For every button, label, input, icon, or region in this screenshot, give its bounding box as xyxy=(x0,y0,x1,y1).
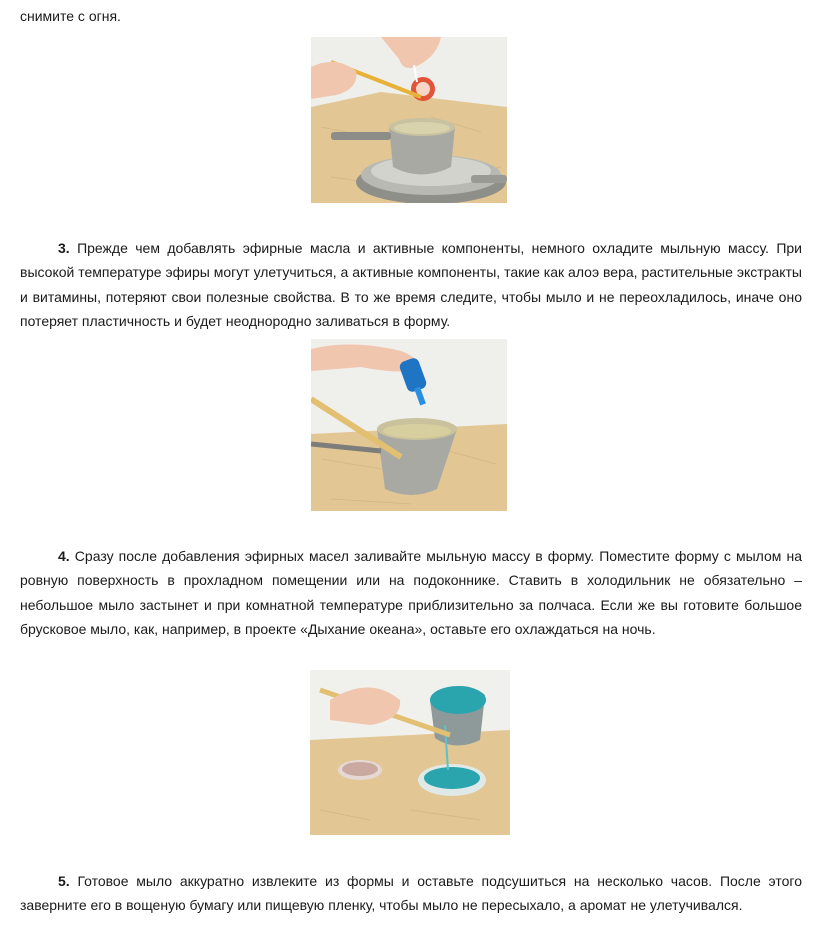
step-3-text: Прежде чем добавлять эфирные масла и активные компоненты, немного охладите мыльную массу. При высокой температуре эфиры могут улетучиться, а активные компоненты, такие как алоэ вера, растительные экстракты и витамины, потеряют свои полезные свойства. В то же время следите, чтобы мыло и не переохладилось, иначе оно потеряет пластичность и будет неоднородно заливаться в форму. xyxy=(20,240,803,329)
step-3-paragraph xyxy=(20,236,802,333)
step-4-number: 4. xyxy=(58,548,70,564)
step-4-paragraph xyxy=(20,544,802,641)
step-4-text: Сразу после добавления эфирных масел заливайте мыльную массу в форму. Поместите форму с мылом на ровную поверхность в прохладном помещении или на подоконнике. Ставить в холодильник не обязательно – небольшое мыло застынет и при комнатной температуре приблизительно за полчаса. Если же вы готовите большое брусковое мыло, как, например, в проекте «Дыхание океана», оставьте его охлаждаться на ночь. xyxy=(20,548,803,637)
step-5-paragraph xyxy=(20,869,802,918)
step-5-number: 5. xyxy=(58,873,70,889)
photo-adding-essential-oil xyxy=(311,339,507,511)
step-3-number: 3. xyxy=(58,240,70,256)
photo-pouring-soap-into-mold xyxy=(310,670,510,835)
intro-line: снимите с огня. xyxy=(20,8,121,24)
step-5-text: Готовое мыло аккуратно извлеките из формы и оставьте подсушиться на несколько часов. После этого заверните его в вощеную бумагу или пищевую пленку, чтобы мыло не пересыхало, а аромат не улетучивался. xyxy=(20,873,803,914)
photo-melting-soap-base xyxy=(311,37,507,203)
